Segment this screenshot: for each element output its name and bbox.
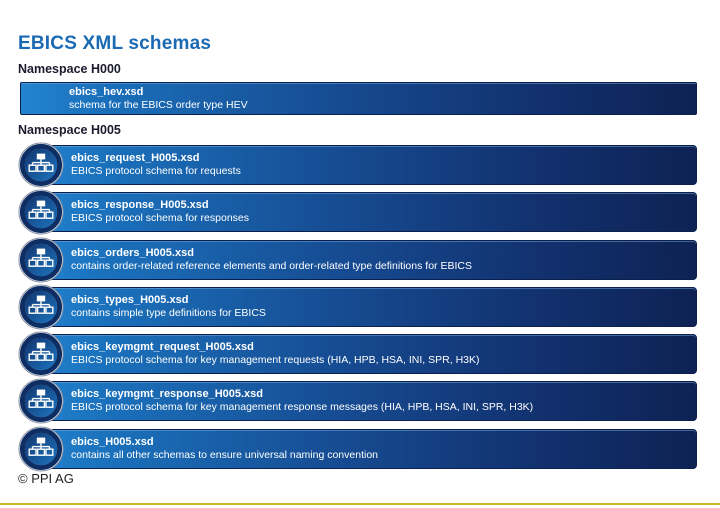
schema-description: schema for the EBICS order type HEV <box>69 98 248 111</box>
schema-row <box>0 142 720 188</box>
org-chart-icon <box>18 142 64 188</box>
schema-file-name: ebics_H005.xsd <box>71 436 154 448</box>
schema-file-name: ebics_orders_H005.xsd <box>71 247 194 259</box>
schema-bar <box>30 145 697 185</box>
schema-description: EBICS protocol schema for responses <box>71 212 249 224</box>
schema-description: EBICS protocol schema for key management response messages (HIA, HPB, HSA, INI, SPR, H3K) <box>71 401 534 413</box>
schema-description: contains all other schemas to ensure universal naming convention <box>71 449 379 461</box>
schema-file-name: ebics_keymgmt_request_H005.xsd <box>71 341 254 353</box>
schema-bar <box>30 381 697 421</box>
schema-description: EBICS protocol schema for key management requests (HIA, HPB, HSA, INI, SPR, H3K) <box>71 354 480 366</box>
schema-bar <box>30 287 697 327</box>
schema-row <box>0 189 720 235</box>
org-chart-icon <box>18 284 64 330</box>
schema-row <box>0 378 720 424</box>
org-chart-icon <box>18 237 64 283</box>
schema-description: EBICS protocol schema for requests <box>71 165 241 177</box>
schema-row <box>0 331 720 377</box>
schema-bar <box>30 240 697 280</box>
schema-bar <box>30 429 697 469</box>
schema-description: contains order-related reference elements and order-related type definitions for EBICS <box>71 260 472 272</box>
copyright-text: © PPI AG <box>18 471 74 486</box>
section-label-h000: Namespace H000 <box>18 62 121 76</box>
org-chart-icon <box>18 426 64 472</box>
org-chart-icon <box>18 331 64 377</box>
schema-bar <box>30 192 697 232</box>
schema-bar-hev <box>20 82 697 115</box>
schema-bar <box>30 334 697 374</box>
schema-file-name: ebics_types_H005.xsd <box>71 294 189 306</box>
schema-description: contains simple type definitions for EBICS <box>71 307 266 319</box>
schema-file-name: ebics_keymgmt_response_H005.xsd <box>71 388 263 400</box>
schema-row <box>0 237 720 283</box>
accent-divider <box>0 503 720 505</box>
section-label-h005: Namespace H005 <box>18 123 121 137</box>
schema-file-name: ebics_request_H005.xsd <box>71 152 200 164</box>
org-chart-icon <box>18 189 64 235</box>
schema-file-name: ebics_response_H005.xsd <box>71 199 209 211</box>
schema-file-name: ebics_hev.xsd <box>69 85 144 98</box>
page-title: EBICS XML schemas <box>18 33 212 54</box>
org-chart-icon <box>18 378 64 424</box>
schema-row <box>0 284 720 330</box>
schema-row <box>0 426 720 472</box>
